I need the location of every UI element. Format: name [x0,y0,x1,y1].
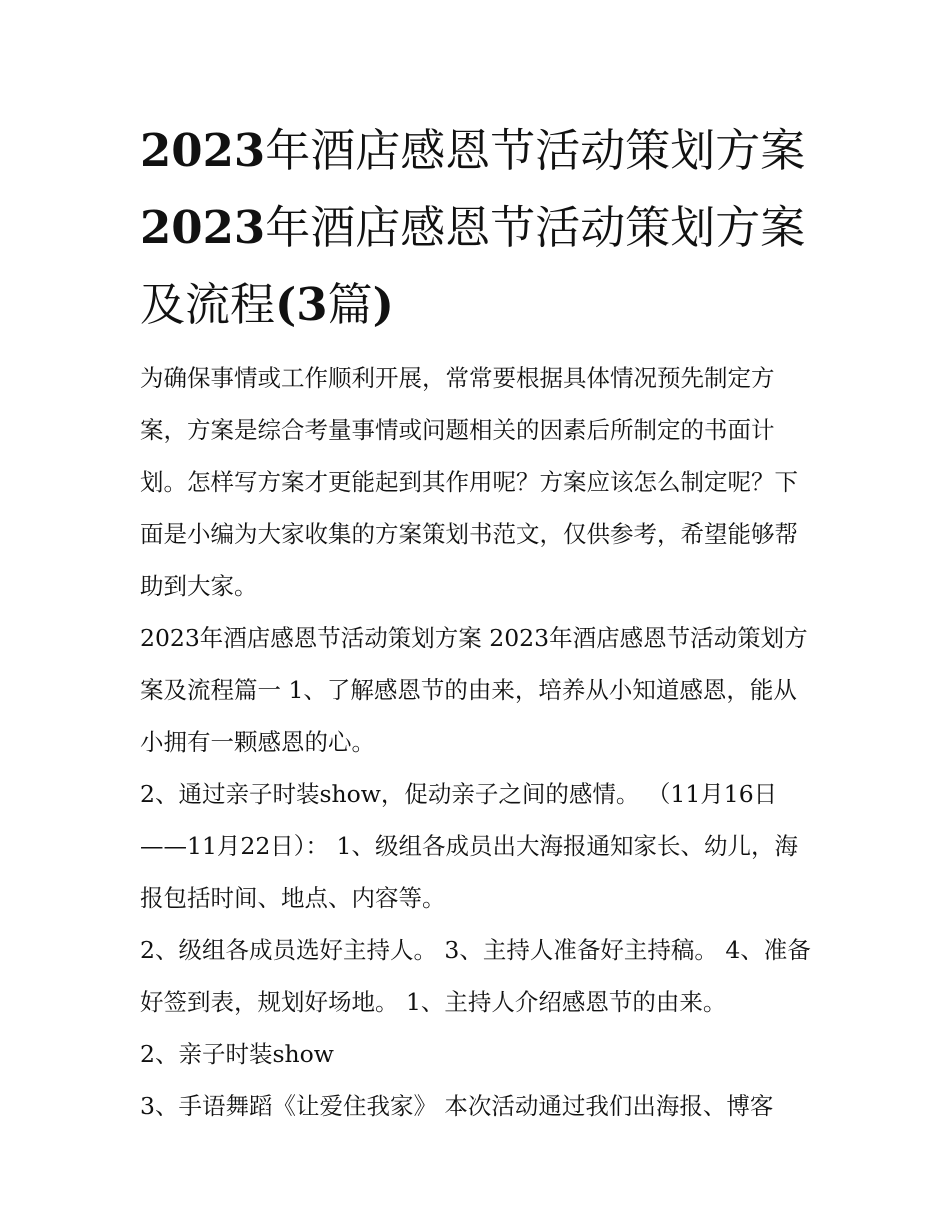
title-year: 2023 [140,201,266,254]
title-close-paren: ) [372,278,394,331]
paragraph-intro: 为确保事情或工作顺利开展，常常要根据具体情况预先制定方案，方案是综合考量事情或问题相关的因素后所制定的书面计划。怎样写方案才更能起到其作用呢？方案应该怎么制定呢？下面是小编为大家收集的方案策划书范文，仅供参考，希望能够帮助到大家。 [140,364,798,600]
title-text: 篇 [327,278,373,331]
paragraph-sign-dance: 3、手语舞蹈《让爱住我家》 本次活动通过我们出海报、博客 [140,1092,774,1120]
document-title [140,112,830,343]
title-text: 年酒店感恩节活动策划方案 [265,124,806,177]
title-text: 年酒店感恩节活动策划方案及流程 [140,201,806,331]
title-count: (3 [275,278,328,331]
paragraph-purpose-1: 2023年酒店感恩节活动策划方案 2023年酒店感恩节活动策划方案及流程篇一 1、了解感恩节的由来，培养从小知道感恩，能从小拥有一颗感恩的心。 [140,624,808,756]
document-body [140,352,820,1132]
paragraph-fashion-show: 2、亲子时装show [140,1040,334,1068]
title-year: 2023 [140,124,266,177]
paragraph-purpose-2-preparation: 2、通过亲子时装show，促动亲子之间的感情。 （11月16日——11月22日）： 1、级组各成员出大海报通知家长、幼儿，海报包括时间、地点、内容等。 [140,780,798,912]
paragraph-preparation-steps: 2、级组各成员选好主持人。 3、主持人准备好主持稿。 4、准备好签到表，规划好场地。 1、主持人介绍感恩节的由来。 [140,936,811,1016]
